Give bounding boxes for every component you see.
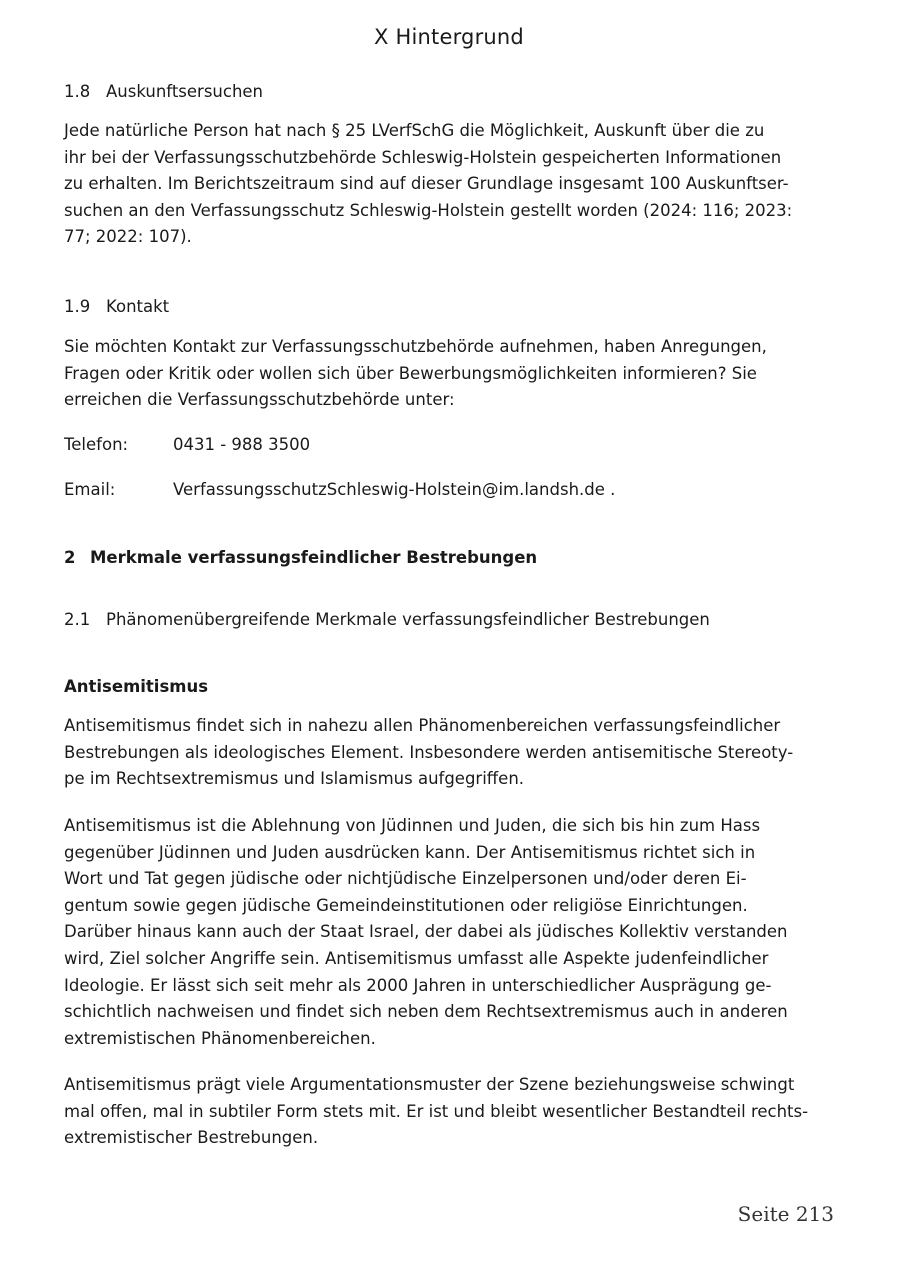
section-heading-1-8	[64, 80, 263, 104]
section-number: 1.9	[64, 297, 91, 316]
email-label: Email:	[64, 480, 116, 499]
section-heading-1-9	[64, 295, 169, 319]
paragraph-auskunftsersuchen: Jede natürliche Person hat nach § 25 LVerfSchG die Möglichkeit, Auskunft über die zu ihr bei der Verfassungsschutzbehörde Schleswig-Holstein gespeicherten Informationen zu erhalten. Im Berichtszeitraum sind auf dieser Grundlage insgesamt 100 Auskunftser- suchen an den Verfassungsschutz Schleswig-Holstein gestellt worden (2024: 116; 2023: 77; 2022: 107).	[64, 121, 793, 247]
section-number: 2.1	[64, 610, 91, 629]
paragraph-kontakt: Sie möchten Kontakt zur Verfassungsschutzbehörde aufnehmen, haben Anregungen, Fragen oder Kritik oder wollen sich über Bewerbungsmöglichkeiten informieren? Sie erreichen die Verfassungsschutzbehörde unter:	[64, 337, 767, 410]
phone-label: Telefon:	[64, 435, 129, 454]
paragraph-antisemitismus-1: Antisemitismus findet sich in nahezu allen Phänomenbereichen verfassungsfeindlicher Bestrebungen als ideologisches Element. Insbesondere werden antisemitische Stereoty- pe im Rechtsextremismus und Islamismus aufgegriffen.	[64, 716, 794, 789]
section-heading-2-1	[64, 608, 710, 632]
paragraph-antisemitismus-3: Antisemitismus prägt viele Argumentationsmuster der Szene beziehungsweise schwingt mal offen, mal in subtiler Form stets mit. Er ist und bleibt wesentlicher Bestandteil rechts- extremistischer Bestrebungen.	[64, 1075, 809, 1148]
contact-phone-row	[64, 433, 310, 457]
page-number: Seite 213	[737, 1202, 834, 1226]
running-head: X Hintergrund	[374, 25, 524, 49]
section-title: Kontakt	[106, 297, 170, 316]
section-title: Phänomenübergreifende Merkmale verfassungsfeindlicher Bestrebungen	[106, 610, 710, 629]
chapter-heading-2	[64, 546, 537, 570]
paragraph-antisemitismus-2: Antisemitismus ist die Ablehnung von Jüdinnen und Juden, die sich bis hin zum Hass gegenüber Jüdinnen und Juden ausdrücken kann. Der Antisemitismus richtet sich in Wort und Tat gegen jüdische oder nichtjüdische Einzelpersonen und/oder deren Ei- gentum sowie gegen jüdische Gemeindeinstitutionen oder religiöse Einrichtungen. Darüber hinaus kann auch der Staat Israel, der dabei als jüdisches Kollektiv verstanden wird, Ziel solcher Angriffe sein. Antisemitismus umfasst alle Aspekte judenfeindlicher Ideologie. Er lässt sich seit mehr als 2000 Jahren in unterschiedlicher Ausprägung ge- schichtlich nachweisen und findet sich neben dem Rechtsextremismus auch in anderen extremistischen Phänomenbereichen.	[64, 816, 788, 1048]
email-link[interactable]: VerfassungsschutzSchleswig-Holstein@im.landsh.de .	[173, 480, 616, 499]
phone-value[interactable]: 0431 - 988 3500	[173, 435, 311, 454]
section-title: Merkmale verfassungsfeindlicher Bestrebungen	[90, 548, 538, 567]
document-page	[64, 0, 834, 1272]
section-number: 2	[64, 548, 76, 567]
section-title: Auskunftsersuchen	[106, 82, 264, 101]
contact-email-row	[64, 478, 615, 502]
subheading-antisemitismus: Antisemitismus	[64, 677, 209, 696]
section-number: 1.8	[64, 82, 91, 101]
